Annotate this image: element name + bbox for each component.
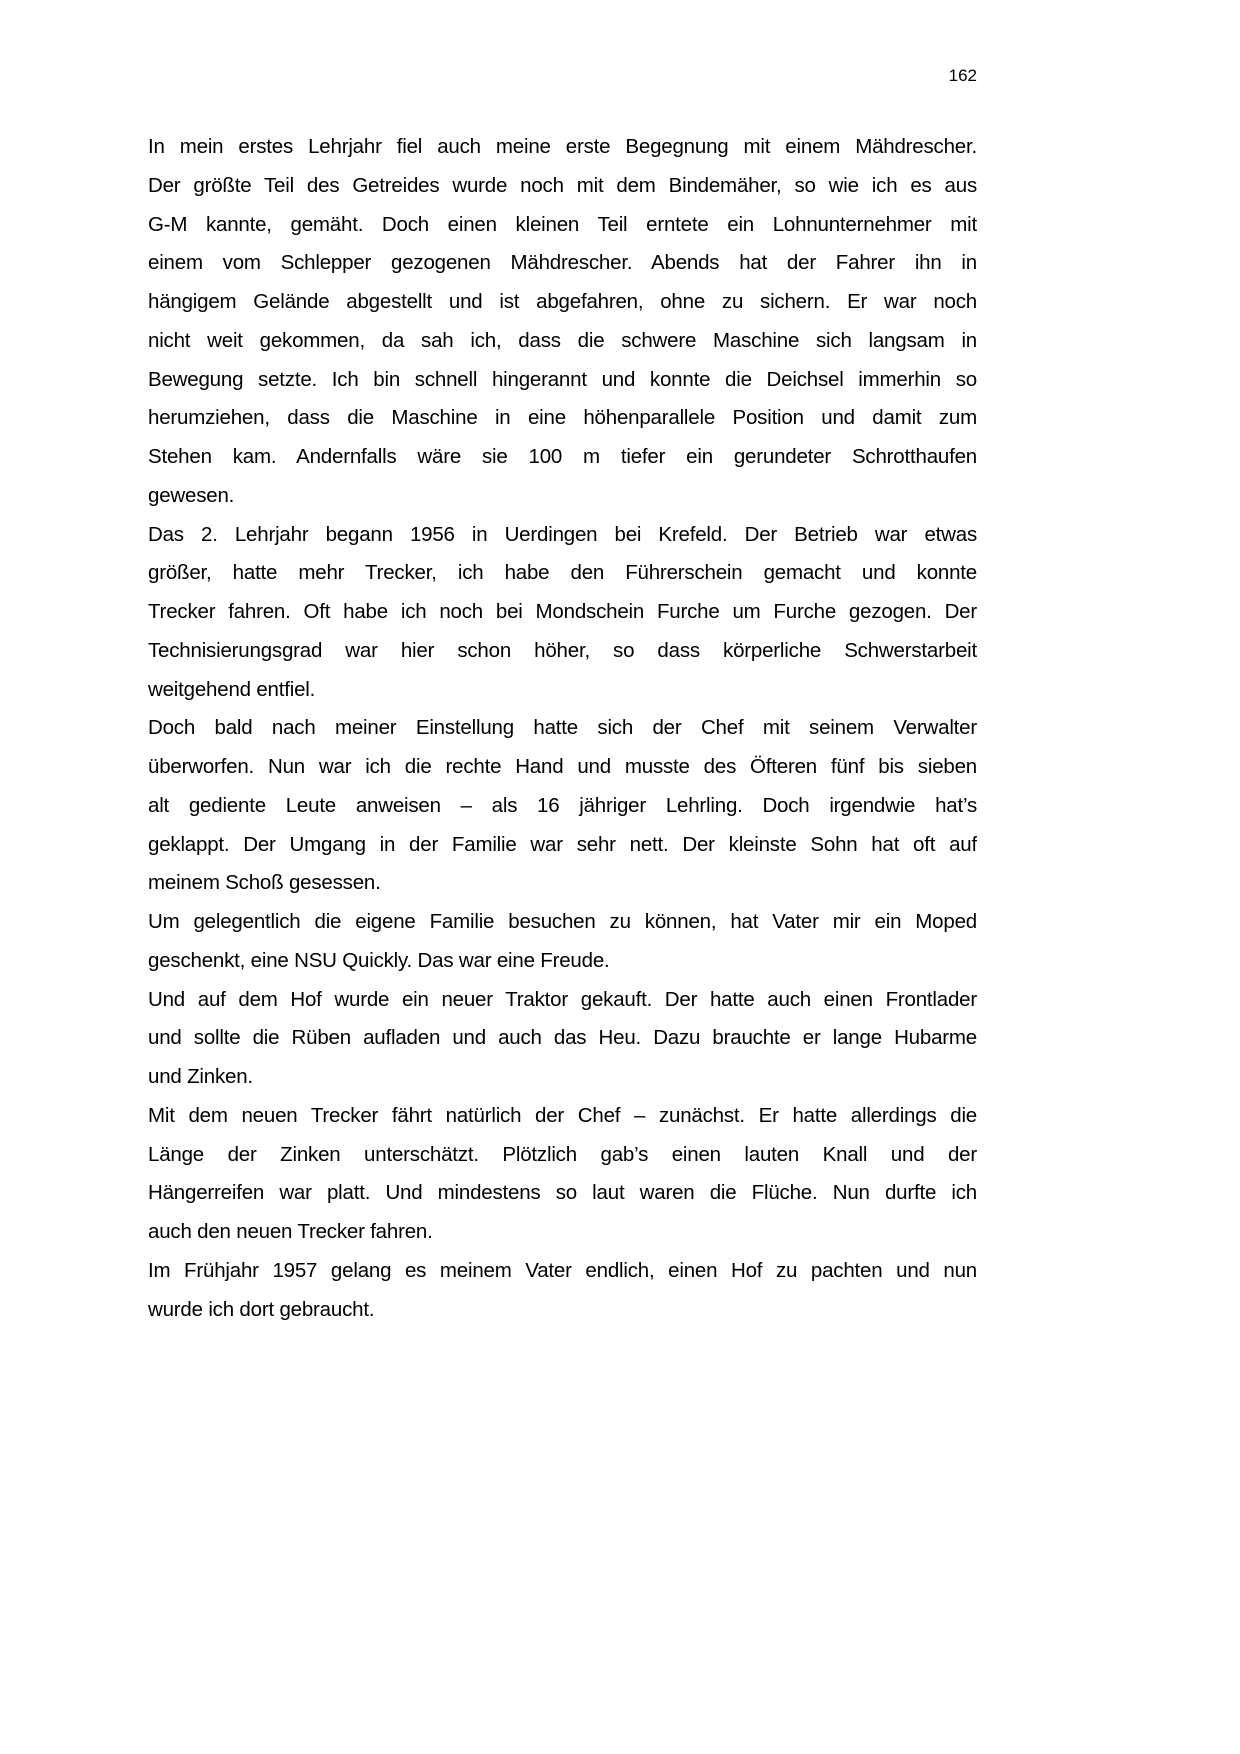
text-line: meinem Schoß gesessen.: [148, 871, 381, 895]
text-line: Technisierungsgrad war hier schon höher, so dass körperliche Schwerstarbeit: [148, 638, 977, 662]
text-line: hängigem Gelände abgestellt und ist abgefahren, ohne zu sichern. Er war noch: [148, 290, 977, 313]
text-line: Um gelegentlich die eigene Familie besuchen zu können, hat Vater mir ein Moped: [148, 910, 977, 933]
paragraph: [148, 1097, 977, 1252]
page-number: 162: [948, 66, 977, 85]
text-line: und sollte die Rüben aufladen und auch das Heu. Dazu brauchte er lange Hubarme: [148, 1026, 977, 1050]
paragraph: [148, 516, 977, 710]
paragraph: [148, 1252, 977, 1330]
text-line: weitgehend entfiel.: [148, 677, 316, 701]
text-line: geschenkt, eine NSU Quickly. Das war eine Freude.: [148, 948, 610, 972]
text-line: geklappt. Der Umgang in der Familie war sehr nett. Der kleinste Sohn hat oft auf: [148, 832, 977, 856]
paragraph: [148, 903, 977, 981]
text-line: einem vom Schlepper gezogenen Mähdrescher. Abends hat der Fahrer ihn in: [148, 251, 977, 275]
text-line: wurde ich dort gebraucht.: [148, 1297, 375, 1321]
text-line: Der größte Teil des Getreides wurde noch mit dem Bindemäher, so wie ich es aus: [148, 173, 977, 197]
text-line: Stehen kam. Andernfalls wäre sie 100 m tiefer ein gerundeter Schrotthaufen: [148, 445, 977, 468]
text-line: Trecker fahren. Oft habe ich noch bei Mondschein Furche um Furche gezogen. Der: [148, 600, 977, 623]
text-line: Länge der Zinken unterschätzt. Plötzlich gab’s einen lauten Knall und der: [148, 1142, 977, 1166]
text-line: nicht weit gekommen, da sah ich, dass die schwere Maschine sich langsam in: [148, 328, 977, 352]
text-line: Doch bald nach meiner Einstellung hatte sich der Chef mit seinem Verwalter: [148, 716, 977, 740]
text-line: Hängerreifen war platt. Und mindestens so laut waren die Flüche. Nun durfte ich: [148, 1181, 977, 1205]
text-line: gewesen.: [148, 483, 235, 507]
text-line: Bewegung setzte. Ich bin schnell hingerannt und konnte die Deichsel immerhin so: [148, 367, 977, 391]
text-line: Im Frühjahr 1957 gelang es meinem Vater endlich, einen Hof zu pachten und nun: [148, 1258, 977, 1282]
text-line: größer, hatte mehr Trecker, ich habe den Führerschein gemacht und konnte: [148, 561, 977, 585]
body-text: [148, 128, 977, 1329]
text-line: Mit dem neuen Trecker fährt natürlich der Chef – zunächst. Er hatte allerdings die: [148, 1103, 977, 1127]
text-line: und Zinken.: [148, 1065, 253, 1088]
text-line: alt gediente Leute anweisen – als 16 jähriger Lehrling. Doch irgendwie hat’s: [148, 793, 977, 817]
paragraph: [148, 709, 977, 903]
text-line: überworfen. Nun war ich die rechte Hand und musste des Öfteren fünf bis sieben: [148, 755, 977, 778]
text-line: Und auf dem Hof wurde ein neuer Traktor gekauft. Der hatte auch einen Frontlader: [148, 987, 977, 1011]
text-line: herumziehen, dass die Maschine in eine höhenparallele Position und damit zum: [148, 406, 977, 430]
text-line: G-M kannte, gemäht. Doch einen kleinen Teil erntete ein Lohnunternehmer mit: [148, 212, 977, 236]
text-line: auch den neuen Trecker fahren.: [148, 1220, 433, 1243]
paragraph: [148, 128, 977, 516]
text-line: In mein erstes Lehrjahr fiel auch meine erste Begegnung mit einem Mähdrescher.: [148, 135, 977, 158]
paragraph: [148, 981, 977, 1097]
text-line: Das 2. Lehrjahr begann 1956 in Uerdingen bei Krefeld. Der Betrieb war etwas: [148, 522, 977, 546]
